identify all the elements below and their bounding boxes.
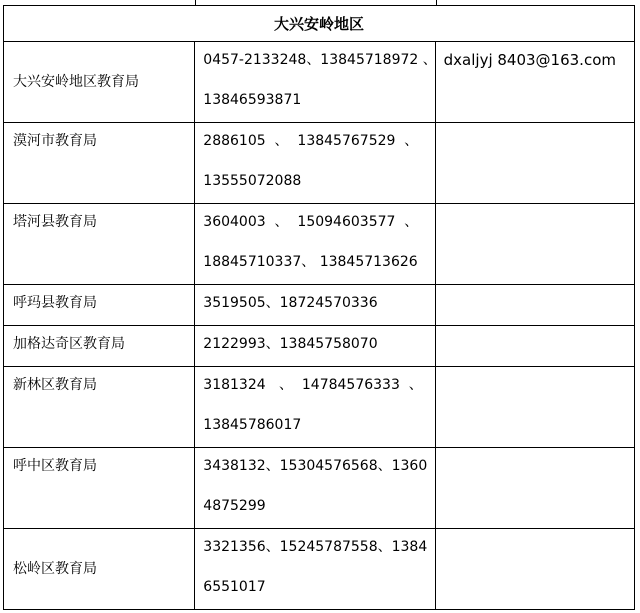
email-cell (435, 448, 634, 529)
phone-cell (195, 448, 435, 529)
office-name: 呼玛县教育局 (4, 285, 195, 326)
email-cell: dxaljyj 8403@163.com (435, 42, 634, 123)
table-row (4, 448, 635, 529)
table-header-row (4, 6, 635, 42)
email-cell (435, 529, 634, 610)
phone-line: 13845786017 (203, 417, 302, 433)
email-cell (435, 326, 634, 367)
table-row (4, 123, 635, 204)
phone-line: 3604003 、 15094603577 、 (203, 214, 419, 230)
phone-line: 3321356、15245787558、1384 (203, 539, 428, 555)
table-row (4, 204, 635, 285)
phone-line: 13555072088 (203, 173, 302, 189)
table-row (4, 326, 635, 367)
phone-line: 2122993、13845758070 (203, 336, 378, 352)
table-row (4, 529, 635, 610)
table-row (4, 367, 635, 448)
email-cell (435, 285, 634, 326)
phone-cell (195, 285, 435, 326)
phone-line: 18845710337、 13845713626 (203, 254, 418, 270)
office-name: 新林区教育局 (4, 367, 195, 448)
phone-cell (195, 367, 435, 448)
phone-line: 0457-2133248、13845718972 、 (203, 52, 437, 68)
table-row (4, 285, 635, 326)
office-name: 呼中区教育局 (4, 448, 195, 529)
office-name: 塔河县教育局 (4, 204, 195, 285)
phone-cell (195, 529, 435, 610)
email-cell (435, 123, 634, 204)
office-name: 漠河市教育局 (4, 123, 195, 204)
office-name: 松岭区教育局 (4, 529, 195, 610)
phone-line: 3519505、18724570336 (203, 295, 378, 311)
phone-cell (195, 204, 435, 285)
phone-line: 3181324 、 14784576333 、 (203, 377, 423, 393)
phone-line: 2886105 、 13845767529 、 (203, 133, 419, 149)
phone-line: 3438132、15304576568、1360 (203, 458, 428, 474)
phone-cell (195, 42, 435, 123)
office-name: 加格达奇区教育局 (4, 326, 195, 367)
phone-cell (195, 326, 435, 367)
phone-line: 4875299 (203, 498, 266, 514)
contact-table (3, 5, 635, 610)
office-name: 大兴安岭地区教育局 (4, 42, 195, 123)
phone-line: 13846593871 (203, 92, 302, 108)
email-cell (435, 204, 634, 285)
region-title: 大兴安岭地区 (4, 6, 635, 42)
phone-cell (195, 123, 435, 204)
phone-line: 6551017 (203, 579, 266, 595)
table-row (4, 42, 635, 123)
email-cell (435, 367, 634, 448)
